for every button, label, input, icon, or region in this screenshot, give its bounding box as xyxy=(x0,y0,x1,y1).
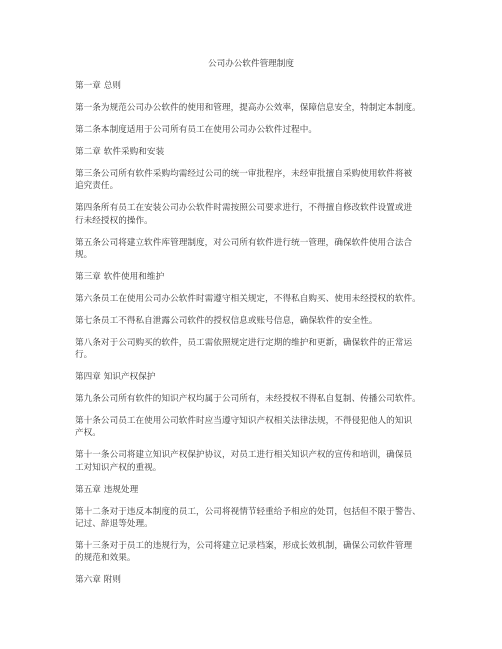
paragraph-line: 第八条对于公司购买的软件，员工需依照规定进行定期的维护和更新，确保软件的正常运 xyxy=(75,337,413,348)
paragraph-line: 第十条公司员工在使用公司软件时应当遵守知识产权相关法律法规，不得侵犯他人的知识 xyxy=(75,415,413,426)
paragraph-line: 第九条公司所有软件的知识产权均属于公司所有，未经授权不得私自复制、传播公司软件。 xyxy=(75,394,421,404)
paragraph xyxy=(75,415,437,440)
paragraph xyxy=(75,315,437,327)
paragraph-line: 产权。 xyxy=(75,428,101,439)
paragraph xyxy=(75,449,437,474)
paragraph xyxy=(75,371,437,383)
paragraph xyxy=(75,540,437,565)
document-title: 公司办公软件管理制度 xyxy=(208,59,294,69)
paragraph-line: 第四章 知识产权保护 xyxy=(75,372,156,383)
paragraph-line: 规。 xyxy=(75,249,93,260)
paragraph xyxy=(75,484,437,496)
paragraph-line: 第六章 附则 xyxy=(75,575,122,586)
paragraph-line: 第一章 总则 xyxy=(75,81,122,91)
paragraph xyxy=(75,293,437,305)
paragraph-line: 第二条本制度适用于公司所有员工在使用公司办公软件过程中。 xyxy=(75,124,318,135)
paragraph xyxy=(75,337,437,362)
paragraph-line: 第五条公司将建立软件库管理制度，对公司所有软件进行统一管理，确保软件使用合法合 xyxy=(75,237,413,248)
paragraph xyxy=(75,102,437,114)
paragraph-line: 记过、辞退等处理。 xyxy=(75,518,153,529)
paragraph-line: 第四条所有员工在安装公司办公软件时需按照公司要求进行，不得擅自修改软件设置或进 xyxy=(75,203,413,214)
paragraph-line: 第三条公司所有软件采购均需经过公司的统一审批程序，未经审批擅自采购使用软件将被 xyxy=(75,168,413,179)
paragraph-line: 第一条为规范公司办公软件的使用和管理，提高办公效率，保障信息安全，特制定本制度。 xyxy=(75,102,421,113)
paragraph xyxy=(75,80,437,92)
paragraph xyxy=(75,237,437,262)
paragraph xyxy=(75,506,437,531)
paragraph xyxy=(75,124,437,136)
paragraph xyxy=(75,168,437,193)
paragraph-line: 行。 xyxy=(75,350,93,361)
paragraph xyxy=(75,146,437,158)
paragraph xyxy=(75,393,437,405)
paragraph-line: 第十二条对于违反本制度的员工，公司将视情节轻重给予相应的处罚，包括但不限于警告、 xyxy=(75,506,421,517)
paragraph-line: 第七条员工不得私自泄露公司软件的授权信息或账号信息，确保软件的安全性。 xyxy=(75,315,378,326)
paragraph xyxy=(75,574,437,586)
paragraph xyxy=(75,202,437,227)
paragraph-line: 第六条员工在使用公司办公软件时需遵守相关规定，不得私自购买、使用未经授权的软件。 xyxy=(75,293,421,304)
paragraph-line: 的规范和效果。 xyxy=(75,553,136,564)
paragraph-line: 工对知识产权的重视。 xyxy=(75,462,162,473)
paragraph-line: 第十三条对于员工的违规行为，公司将建立记录档案，形成长效机制，确保公司软件管理 xyxy=(75,540,413,551)
paragraph-line: 第五章 违规处理 xyxy=(75,484,139,495)
paragraph-line: 第三章 软件使用和维护 xyxy=(75,271,165,282)
document-body xyxy=(75,80,462,586)
paragraph-line: 第二章 软件采购和安装 xyxy=(75,146,165,157)
paragraph-line: 第十一条公司将建立知识产权保护协议，对员工进行相关知识产权的宣传和培训，确保员 xyxy=(75,450,413,461)
paragraph xyxy=(75,271,437,283)
paragraph-line: 行未经授权的操作。 xyxy=(75,215,153,226)
paragraph-line: 追究责任。 xyxy=(75,181,119,192)
